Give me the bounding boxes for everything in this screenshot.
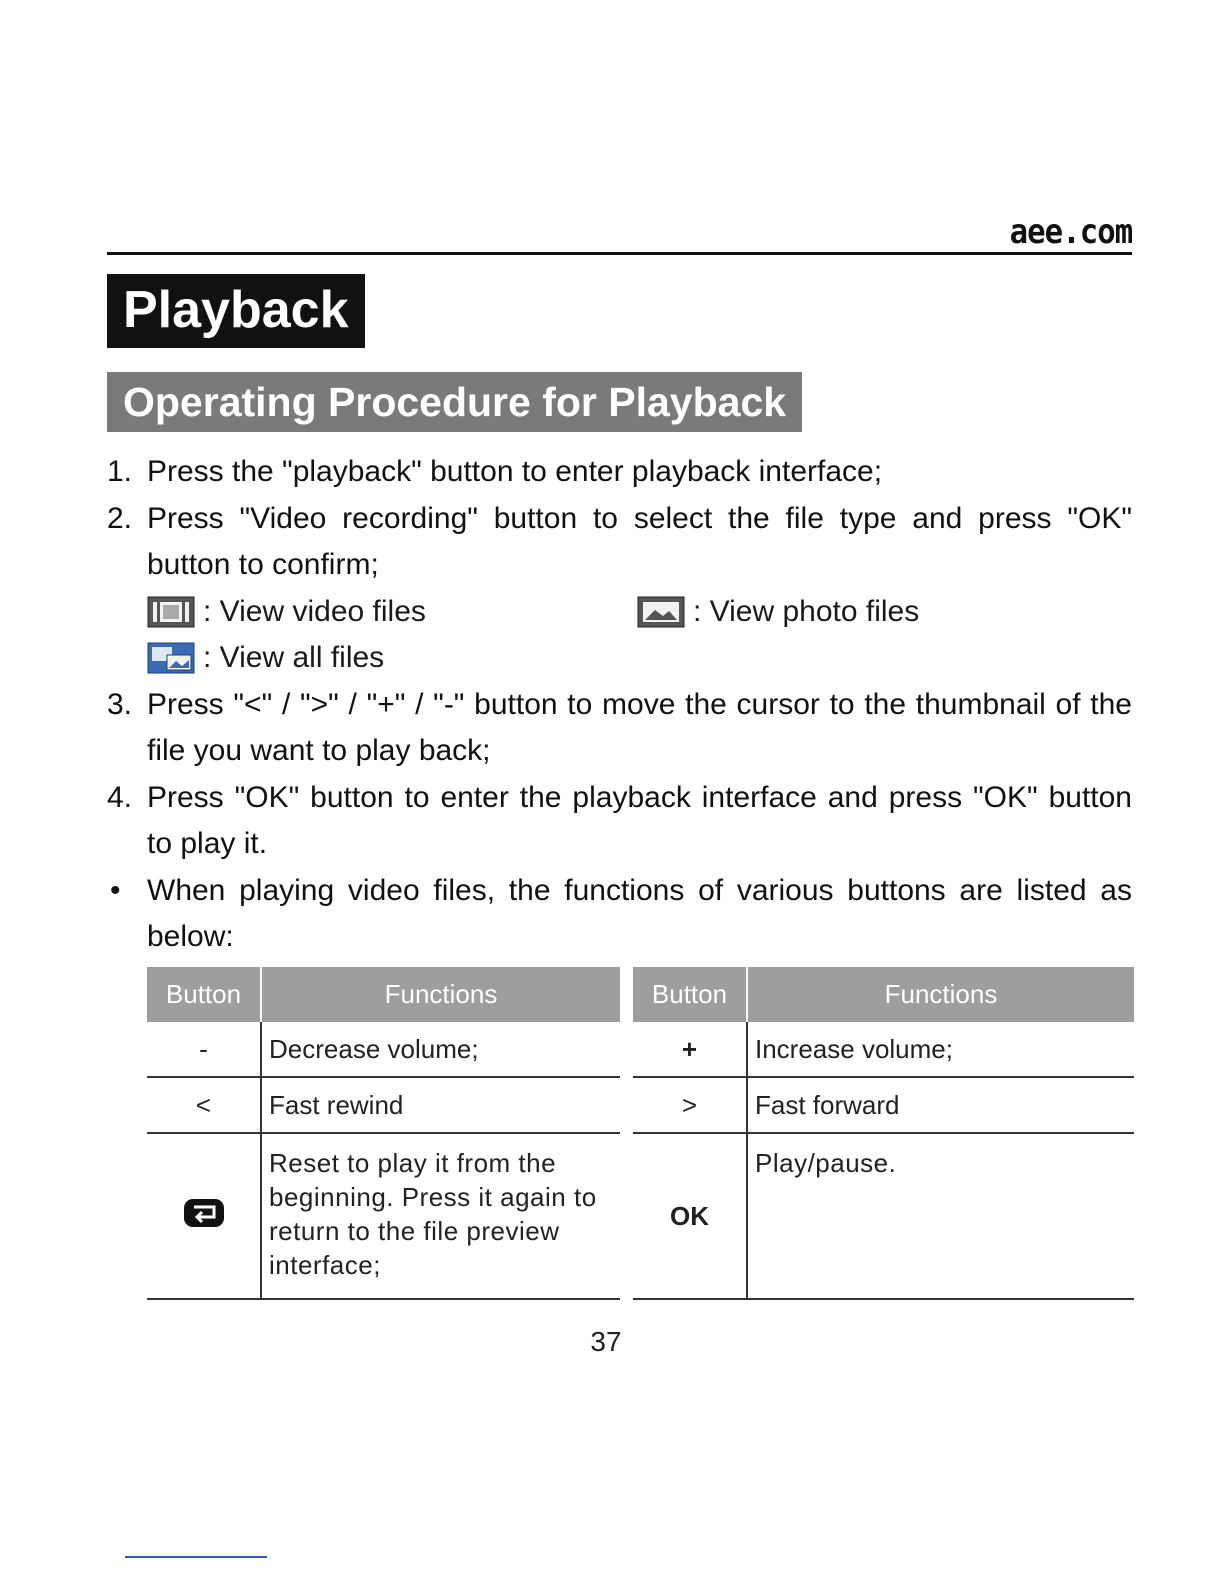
- function-cell: Decrease volume;: [261, 1022, 620, 1077]
- function-cell: Fast forward: [747, 1077, 1134, 1133]
- all-files-icon: [147, 642, 195, 674]
- button-table-right: [633, 967, 1134, 1300]
- button-cell: -: [147, 1022, 261, 1077]
- bullet-note: [107, 868, 1132, 960]
- return-icon: [183, 1198, 225, 1235]
- function-cell: Reset to play it from the beginning. Press it again to return to the file preview interface;: [261, 1133, 620, 1299]
- table-row: [147, 1133, 620, 1299]
- function-cell: Fast rewind: [261, 1077, 620, 1133]
- button-cell: [147, 1133, 261, 1299]
- step-number: 3.: [107, 688, 133, 721]
- step-number: 4.: [107, 781, 133, 814]
- page-title: Playback: [107, 274, 365, 348]
- step-2: [107, 496, 1132, 588]
- video-files-option: [147, 592, 426, 632]
- table-row: [633, 1133, 1134, 1299]
- table-header-functions: Functions: [261, 967, 620, 1022]
- photo-files-label: : View photo files: [693, 595, 920, 628]
- table-header-button: Button: [147, 967, 261, 1022]
- table-row: [147, 1022, 620, 1077]
- table-row: [633, 1022, 1134, 1077]
- step-number: 1.: [107, 455, 133, 488]
- step-3: [107, 682, 1132, 774]
- bullet-marker: •: [110, 874, 121, 907]
- step-text: Press "OK" button to enter the playback interface and press "OK" button to play it.: [147, 781, 1132, 860]
- step-number: 2.: [107, 502, 133, 535]
- function-cell: Increase volume;: [747, 1022, 1134, 1077]
- button-cell: <: [147, 1077, 261, 1133]
- video-file-icon: [147, 596, 195, 628]
- function-cell: Play/pause.: [747, 1133, 1134, 1299]
- table-header-functions: Functions: [747, 967, 1134, 1022]
- button-cell: +: [633, 1022, 747, 1077]
- button-table-left: [147, 967, 620, 1300]
- table-row: [147, 1077, 620, 1133]
- page-number: 37: [590, 1326, 622, 1357]
- all-files-label: : View all files: [203, 641, 385, 674]
- table-header-button: Button: [633, 967, 747, 1022]
- button-cell: >: [633, 1077, 747, 1133]
- step-text: Press the "playback" button to enter playback interface;: [147, 455, 883, 488]
- step-text: Press "Video recording" button to select the file type and press "OK" button to confirm;: [147, 502, 1132, 581]
- button-cell: OK: [633, 1133, 747, 1299]
- step-1: [107, 449, 1132, 495]
- table-row: [633, 1077, 1134, 1133]
- all-files-option: [147, 638, 384, 678]
- step-text: Press "<" / ">" / "+" / "-" button to move the cursor to the thumbnail of the file you want to play back;: [147, 688, 1132, 767]
- photo-files-option: [637, 592, 919, 632]
- brand-logo: aee.com: [1009, 212, 1132, 252]
- photo-file-icon: [637, 596, 685, 628]
- header-rule: [107, 252, 1132, 255]
- bullet-text: When playing video files, the functions of various buttons are listed as below:: [147, 874, 1132, 953]
- section-title: Operating Procedure for Playback: [107, 372, 802, 432]
- video-files-label: : View video files: [203, 595, 426, 628]
- step-4: [107, 775, 1132, 867]
- footer-line: [125, 1556, 267, 1558]
